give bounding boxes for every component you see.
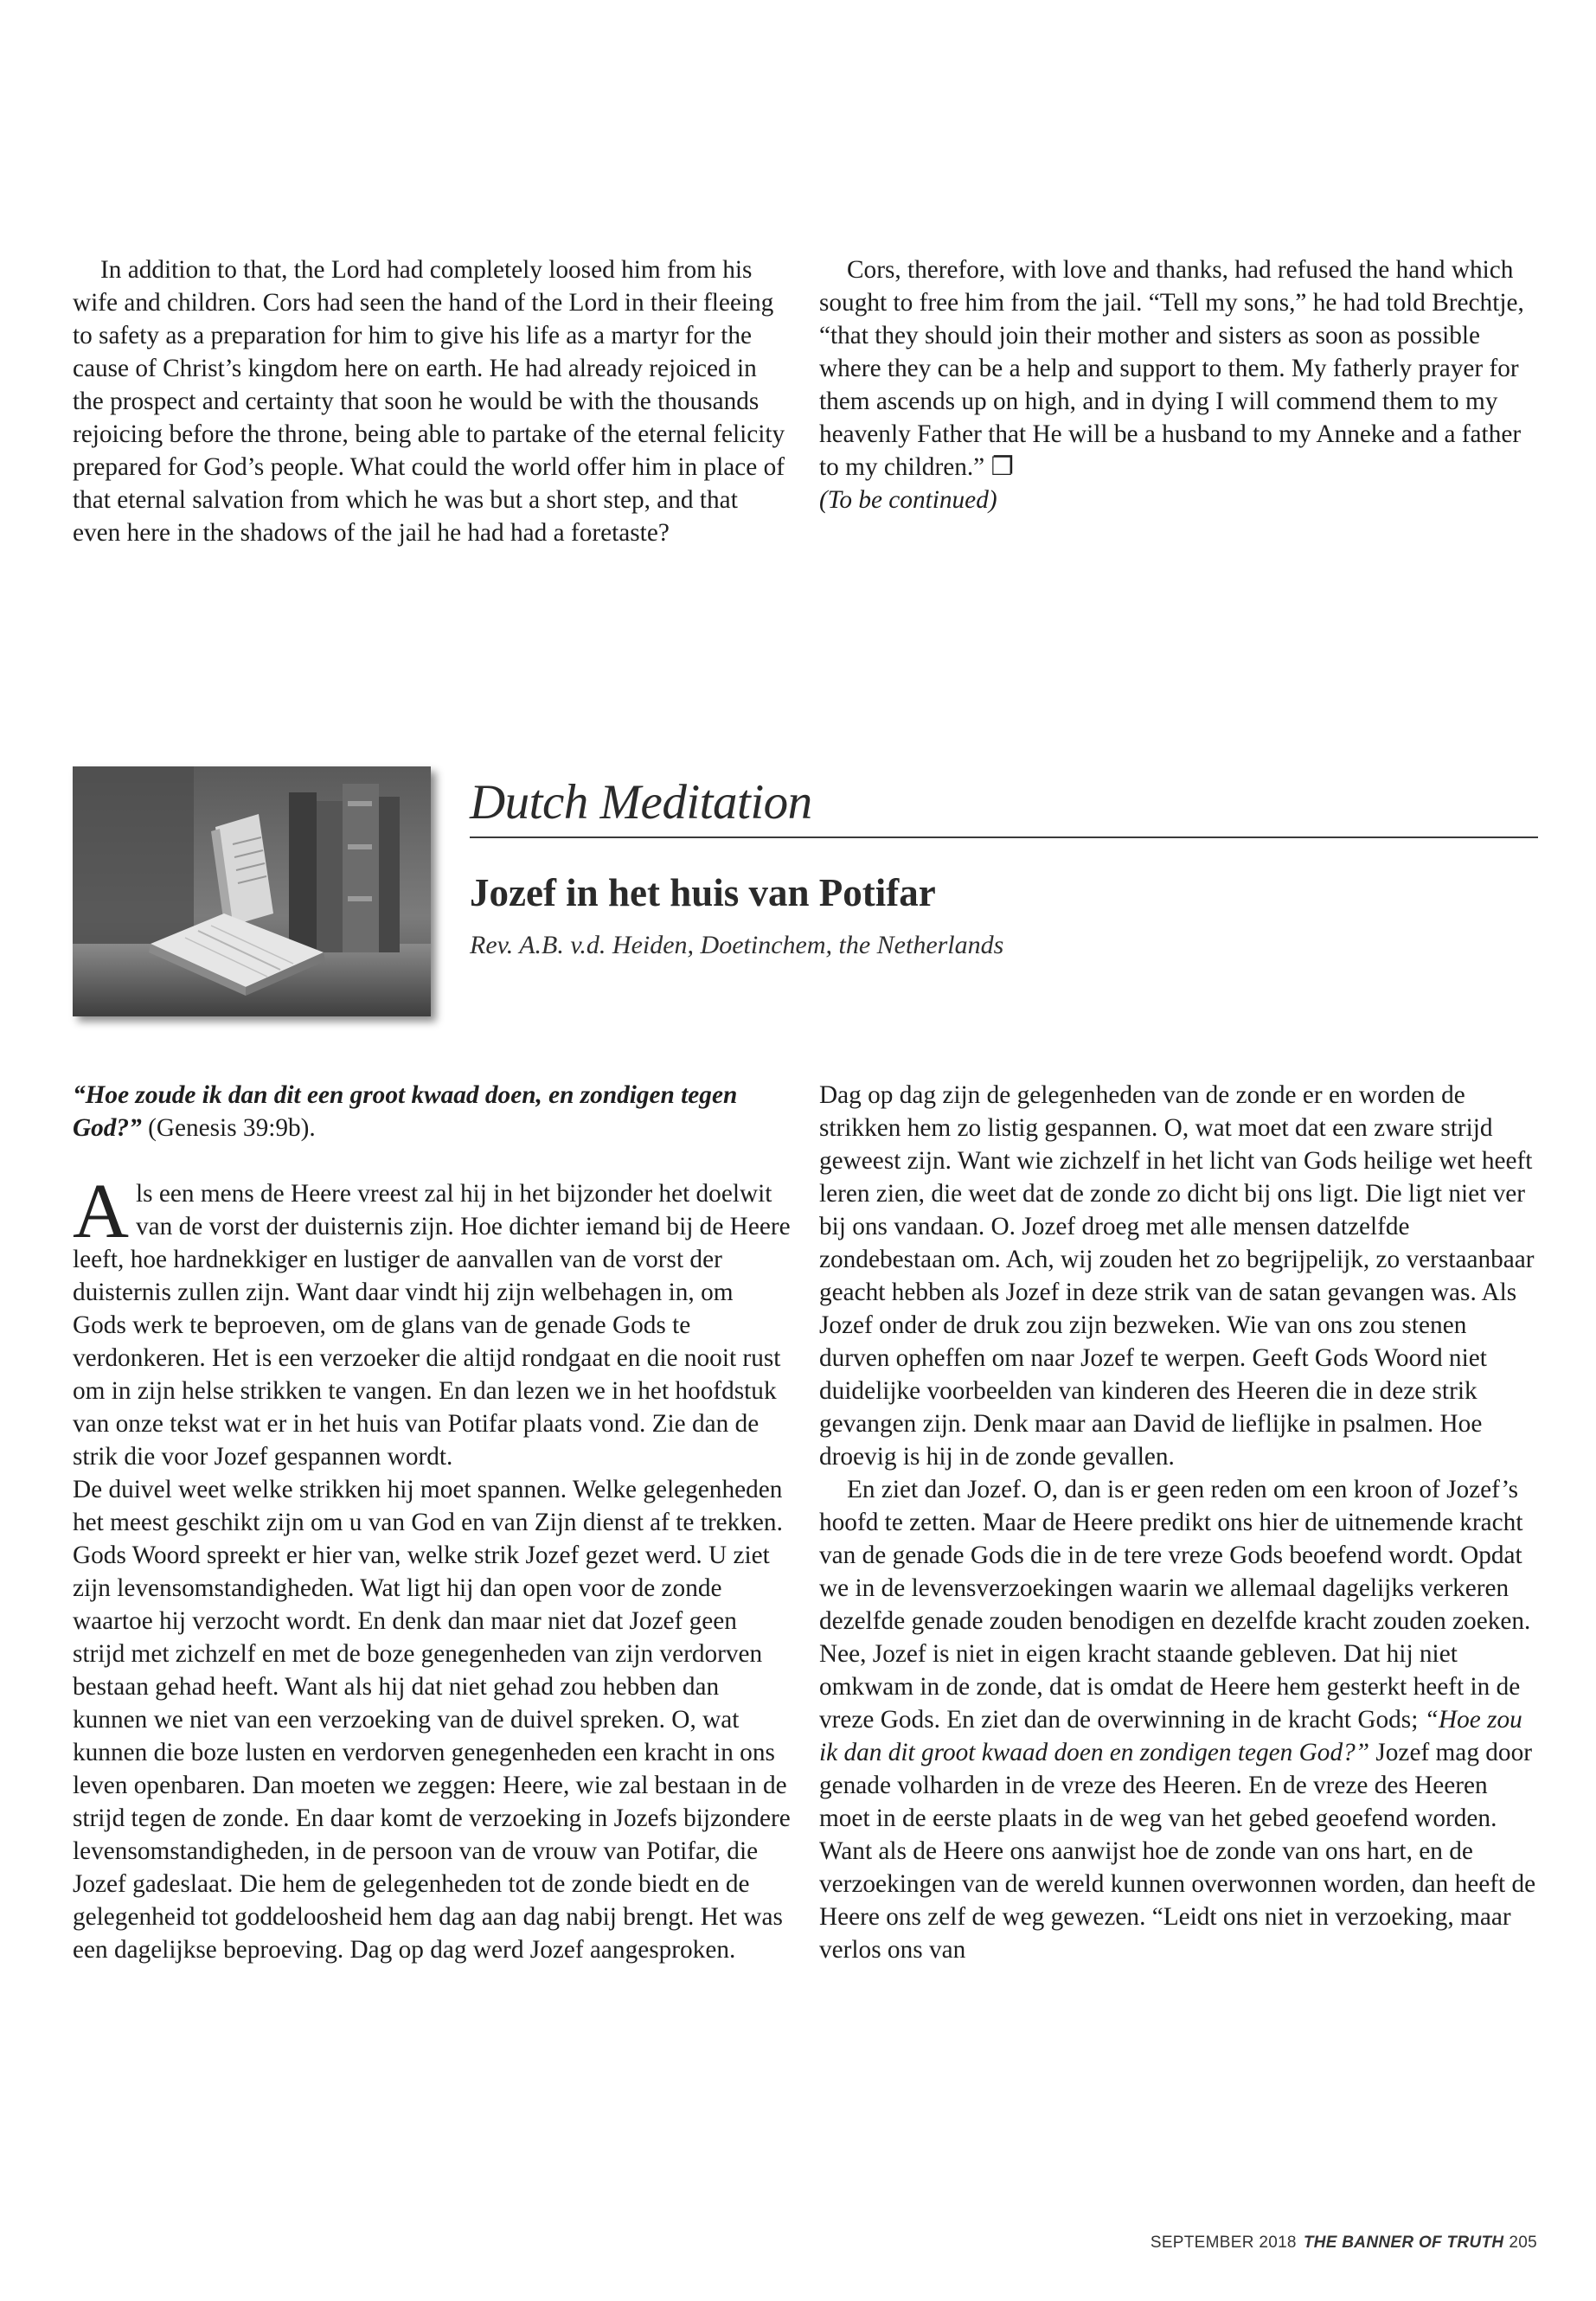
- epigraph: [73, 1079, 791, 1144]
- top-right-column: [819, 253, 1537, 516]
- paragraph-text: En ziet dan Jozef. O, dan is er geen reden om een kroon of Jozef’s hoofd te zetten. Maar de Heere predikt ons hier de uitnemende kracht van de genade Gods die in de tere vreze Gods beoefend wordt. Opdat we in de levensverzoekingen waarin we allemaal dagelijks verkeren dezelfde genade zouden benodigen en dezelfde kracht zouden zoeken. Nee, Jozef is niet in eigen kracht staande gebleven. Dat hij niet omkwam in de zonde, dat is omdat de Heere hem gesterkt heeft in de vreze Gods. En ziet dan de overwinning in de kracht Gods;: [819, 1476, 1531, 1734]
- paragraph: [73, 1169, 791, 1473]
- page-number: 205: [1509, 2234, 1537, 2252]
- top-left-column: [73, 253, 791, 549]
- paragraph-text: Jozef mag door genade volharden in de vreze des Heeren. En de vreze des Heeren moet in de eerste plaats in de weg van het gebed geoefend worden. Want als de Heere ons aanwijst hoe de zonde van ons hart, en de verzoekingen van de wereld kunnen overwonnen worden, dan heeft de Heere ons zelf de weg gewezen. “Leidt ons niet in verzoeking, maar verlos ons van: [819, 1739, 1536, 1964]
- paragraph: In addition to that, the Lord had completely loosed him from his wife and children. Cors had seen the hand of the Lord in their fleeing to safety as a preparation for him to give his life as a martyr for the cause of Christ’s kingdom here on earth. He had already rejoiced in the prospect and certainty that soon he would be with the thousands rejoicing before the throne, being able to partake of the eternal felicity prepared for God’s people. What could the world offer him in place of that eternal salvation from which he was but a short step, and that even here in the shadows of the jail he had had a foretaste?: [73, 256, 785, 547]
- section-title: Dutch Meditation: [470, 772, 1538, 838]
- paragraph-text: ls een mens de Heere vreest zal hij in het bijzonder het doelwit van de vorst der duisternis zijn. Hoe dichter iemand bij de Heere leeft, hoe hardnekkiger en lustiger de aanvallen van de vorst der duisternis zullen zijn. Want daar vindt hij zijn welbehagen in, om Gods werk te beproeven, om de glans van de genade Gods te verdonkeren. Het is een verzoeker die altijd rondgaat en die nooit rust om in zijn helse strikken te vangen. En dan lezen we in het hoofdstuk van onze tekst wat er in het huis van Potifar plaats vond. Zie dan de strik die voor Jozef gespannen wordt.: [73, 1180, 791, 1471]
- paragraph: Dag op dag zijn de gelegenheden van de zonde er en worden de strikken hem zo listig gespannen. O, wat moet dat een zware strijd geweest zijn. Want wie zichzelf in het licht van Gods heilige wet heeft leren zien, die weet dat de zonde zo dicht bij ons ligt. Die ligt niet ver bij ons vandaan. O. Jozef droeg met alle mensen datzelfde zondebestaan om. Ach, wij zouden het zo begrijpelijk, zo verstaanbaar geacht hebben als Jozef in deze strik van de satan gevangen was. Als Jozef onder de druk zou zijn bezweken. Wie van ons zou stenen durven opheffen om naar Jozef te werpen. Geeft Gods Woord niet duidelijke voorbeelden van kinderen des Heeren die in deze strik gevangen zijn. Denk maar aan David de lieflijke in psalmen. Hoe droevig is hij in de zonde gevallen.: [819, 1081, 1535, 1471]
- to-be-continued: (To be continued): [819, 486, 997, 514]
- epigraph-reference: (Genesis 39:9b).: [141, 1114, 316, 1142]
- inline-quote: “Hoe zou ik dan dit groot kwaad doen en zondigen tegen God?”: [819, 1706, 1522, 1766]
- books-photo: [73, 766, 431, 1016]
- issue-date: SEPTEMBER 2018: [1150, 2234, 1297, 2252]
- paragraph: De duivel weet welke strikken hij moet spannen. Welke gelegenheden het meest geschikt zijn om u van God en van Zijn dienst af te trekken. Gods Woord spreekt er hier van, welke strik Jozef gezet werd. U ziet zijn levensomstandigheden. Wat ligt hij dan open voor de zonde waartoe hij verzocht wordt. En denk dan maar niet dat Jozef geen strijd met zichzelf en met de boze genegenheden van zijn verdorven bestaan gehad heeft. Want als hij dat niet gehad zou hebben dan kunnen we niet van een verzoeking van de duivel spreken. O, wat kunnen die boze lusten en verdorven genegenheden een kracht in ons leven openbaren. Dan moeten we zeggen: Heere, wie zal bestaan in de strijd tegen de zonde. En daar komt de verzoeking in Jozefs bijzondere levensomstandigheden, in de persoon van de vrouw van Potifar, die Jozef gadeslaat. Die hem de gelegenheden tot de zonde biedt en de gelegenheid tot goddeloosheid hem dag aan dag nabij brengt. Het was een dagelijkse beproeving. Dag op dag werd Jozef aangesproken.: [73, 1476, 791, 1964]
- paragraph: [819, 253, 1537, 484]
- article-right-column: [819, 1079, 1537, 1966]
- books-illustration: [73, 766, 431, 1016]
- epigraph-quote: “Hoe zoude ik dan dit een groot kwaad doen, en zondigen tegen God?”: [73, 1081, 738, 1142]
- article-left-column: [73, 1079, 791, 1966]
- page-footer: [1151, 2234, 1537, 2253]
- paragraph-text: Cors, therefore, with love and thanks, had refused the hand which sought to free him from the jail. “Tell my sons,” he had told Brechtje, “that they should join their mother and sisters as soon as possible where they can be a help and support to them. My fatherly prayer for them ascends up on high, and in dying I will commend them to my heavenly Father that He will be a husband to my Anneke and a father to my children.”: [819, 256, 1524, 481]
- article-title: Jozef in het huis van Potifar: [470, 871, 936, 914]
- drop-cap: A: [73, 1169, 129, 1254]
- byline: Rev. A.B. v.d. Heiden, Doetinchem, the Netherlands: [470, 931, 1004, 959]
- paragraph: [819, 1473, 1537, 1966]
- end-mark-icon: ❐: [990, 453, 1014, 481]
- magazine-name: THE BANNER OF TRUTH: [1303, 2234, 1504, 2252]
